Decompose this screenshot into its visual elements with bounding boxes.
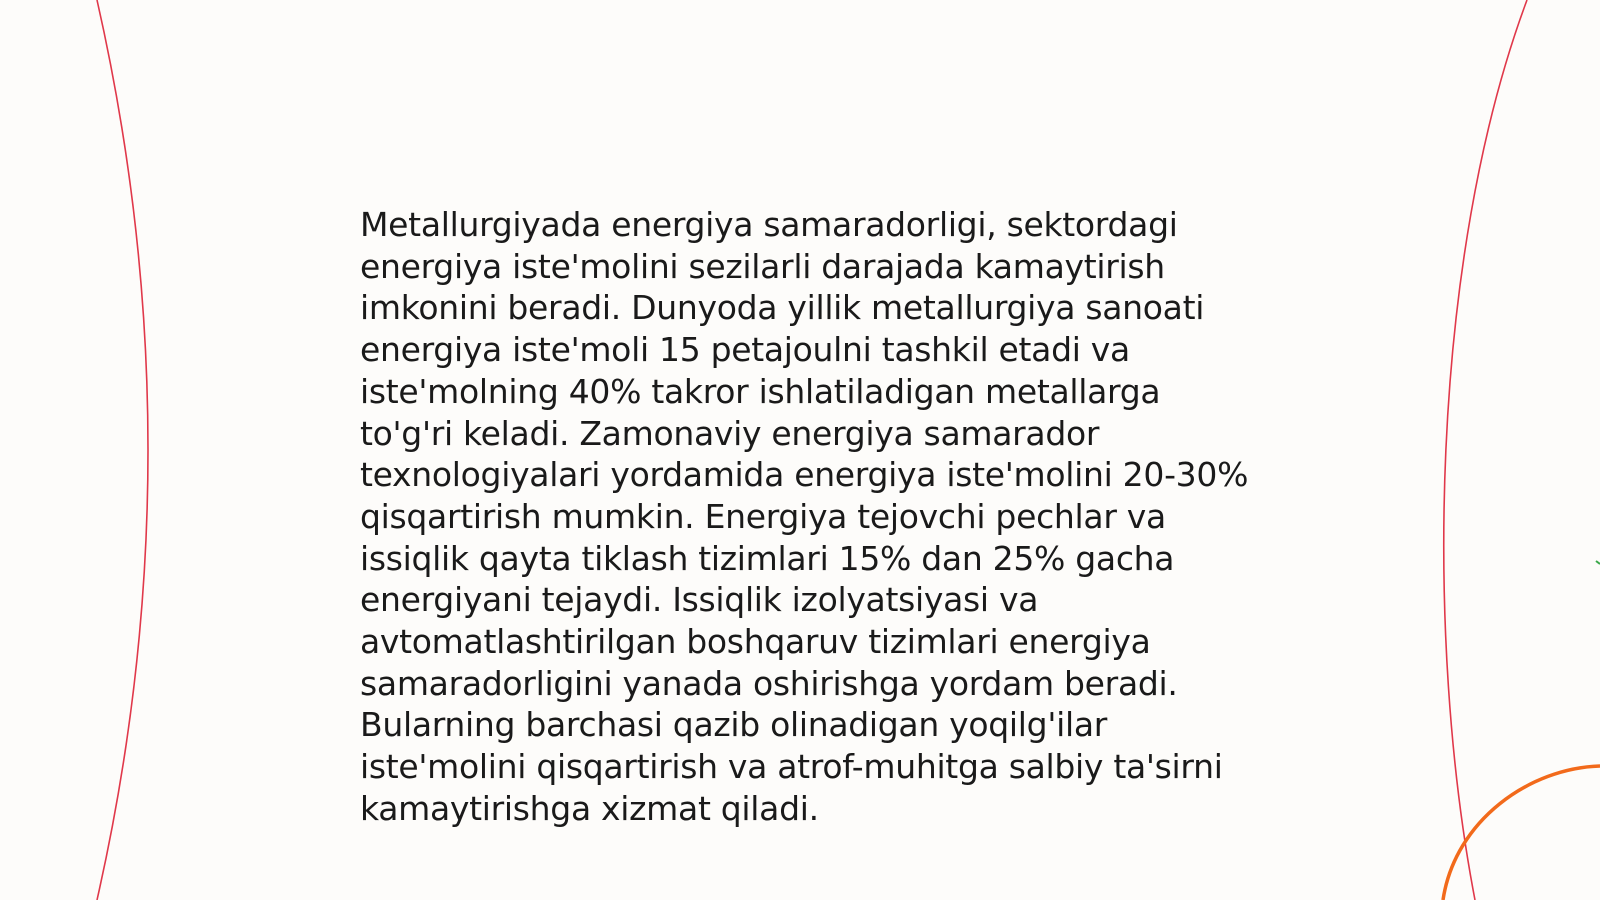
- left-red-arc: [97, 0, 148, 900]
- right-edge-green-tick: [1596, 561, 1600, 564]
- body-paragraph: Metallurgiyada energiya samaradorligi, sektordagi energiya iste'molini sezilarli darajada kamaytirish imkonini beradi. Dunyoda yillik metallurgiya sanoati energiya iste'moli 15 petajoulni tashkil etadi va iste'molning 40% takror ishlatiladigan metallarga to'g'ri keladi. Zamonaviy energiya samarador texnologiyalari yordamida energiya iste'molini 20-30% qisqartirish mumkin. Energiya tejovchi pechlar va issiqlik qayta tiklash tizimlari 15% dan 25% gacha energiyani tejaydi. Issiqlik izolyatsiyasi va avtomatlashtirilgan boshqaruv tizimlari energiya samaradorligini yanada oshirishga yordam beradi. Bularning barchasi qazib olinadigan yoqilg'ilar iste'molini qisqartirish va atrof-muhitga salbiy ta'sirni kamaytirishga xizmat qiladi.: [360, 205, 1249, 828]
- bottom-right-orange-arc: [1443, 766, 1600, 900]
- right-red-arc: [1444, 0, 1527, 900]
